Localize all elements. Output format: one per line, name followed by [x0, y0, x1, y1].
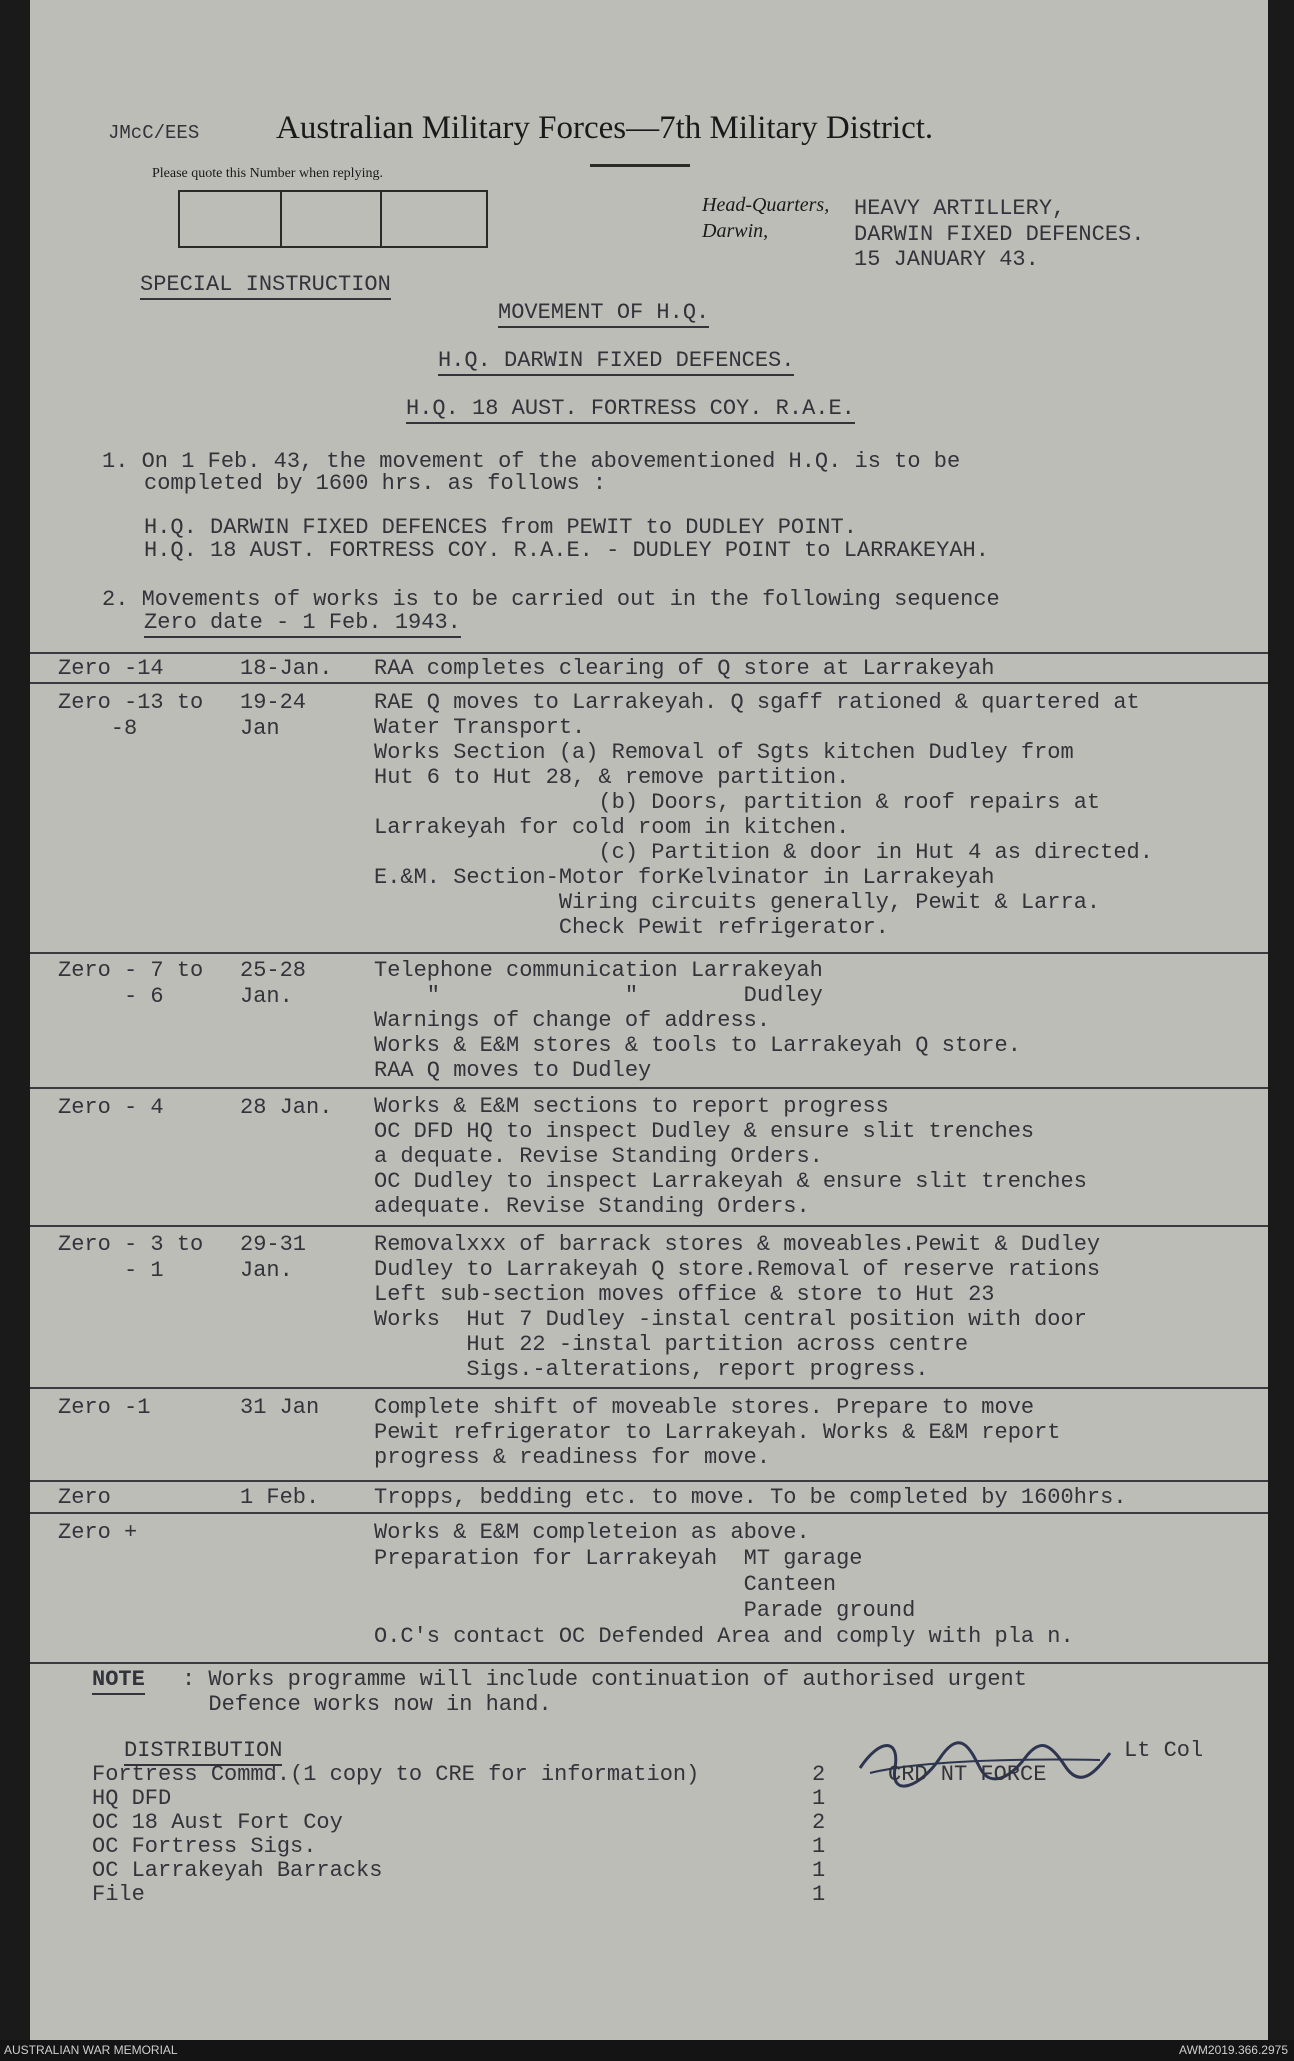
quote-note: Please quote this Number when replying.	[152, 166, 383, 181]
table-rule	[30, 1512, 1268, 1514]
distribution-recipient: OC Larrakeyah Barracks	[92, 1858, 383, 1883]
action-line: OC Dudley to inspect Larrakeyah & ensure slit trenches	[374, 1169, 1087, 1194]
action-line: RAA Q moves to Dudley	[374, 1058, 652, 1083]
distribution-heading: DISTRIBUTION	[124, 1738, 282, 1766]
zero-cell: - 1	[58, 1258, 164, 1283]
distribution-copies: 1	[812, 1858, 826, 1883]
hq-unit-line-1: HEAVY ARTILLERY,	[854, 196, 1066, 221]
distribution-recipient: HQ DFD	[92, 1786, 172, 1811]
zero-cell: Zero - 3 to	[58, 1232, 204, 1257]
action-line: adequate. Revise Standing Orders.	[374, 1194, 810, 1219]
distribution-recipient: OC Fortress Sigs.	[92, 1834, 317, 1859]
hq-location-label: Darwin,	[702, 220, 769, 242]
action-line: Complete shift of moveable stores. Prepare to move	[374, 1395, 1035, 1420]
date-cell: 31 Jan	[240, 1395, 320, 1420]
reference-box-divider	[380, 192, 382, 246]
document-page	[30, 0, 1268, 2040]
action-line: Hut 6 to Hut 28, & remove partition.	[374, 765, 850, 790]
date-cell: 18-Jan.	[240, 656, 333, 681]
action-line: O.C's contact OC Defended Area and comply with pla n.	[374, 1624, 1074, 1649]
zero-cell: Zero -14	[58, 656, 164, 681]
date-cell: 29-31	[240, 1232, 307, 1257]
action-line: Pewit refrigerator to Larrakeyah. Works & E&M report	[374, 1420, 1061, 1445]
table-rule	[30, 1087, 1268, 1089]
zero-cell: Zero -13 to	[58, 690, 204, 715]
table-rule	[30, 682, 1268, 684]
date-cell: 25-28	[240, 958, 307, 983]
zero-cell: - 6	[58, 984, 164, 1009]
letterhead-title: Australian Military Forces—7th Military District.	[276, 110, 934, 146]
distribution-copies: 1	[812, 1834, 826, 1859]
action-line: Tropps, bedding etc. to move. To be completed by 1600hrs.	[374, 1485, 1127, 1510]
special-instruction-label: SPECIAL INSTRUCTION	[140, 272, 391, 300]
distribution-recipient: File	[92, 1882, 145, 1907]
action-line: Works & E&M stores & tools to Larrakeyah Q store.	[374, 1033, 1021, 1058]
reference-code: JMcC/EES	[108, 122, 200, 144]
distribution-copies: 2	[812, 1810, 826, 1835]
date-cell: Jan.	[240, 1258, 293, 1283]
paragraph-1-line-1: 1. On 1 Feb. 43, the movement of the abovementioned H.Q. is to be	[102, 449, 961, 474]
date-cell: 19-24	[240, 690, 307, 715]
zero-date: Zero date - 1 Feb. 1943.	[144, 610, 461, 638]
action-line: E.&M. Section-Motor forKelvinator in Larrakeyah	[374, 865, 995, 890]
action-line: Works Hut 7 Dudley -instal central position with door	[374, 1307, 1087, 1332]
heading-hq-dfd: H.Q. DARWIN FIXED DEFENCES.	[438, 348, 794, 376]
action-line: (b) Doors, partition & roof repairs at	[374, 790, 1101, 815]
reference-box-divider	[280, 192, 282, 246]
signature-title: CRD NT FORCE	[888, 1762, 1047, 1787]
reference-number-box	[178, 190, 488, 248]
action-line: a dequate. Revise Standing Orders.	[374, 1144, 823, 1169]
date-cell: 1 Feb.	[240, 1485, 320, 1510]
table-rule	[30, 1662, 1268, 1664]
archive-name: AUSTRALIAN WAR MEMORIAL	[4, 2043, 178, 2057]
date-cell: 28 Jan.	[240, 1095, 333, 1120]
action-line: (c) Partition & door in Hut 4 as directed.	[374, 840, 1153, 865]
action-line: RAA completes clearing of Q store at Larrakeyah	[374, 656, 995, 681]
hq-label: Head-Quarters,	[702, 194, 830, 216]
action-line: Dudley to Larrakeyah Q store.Removal of reserve rations	[374, 1257, 1101, 1282]
paragraph-2-line-1: 2. Movements of works is to be carried out in the following sequence	[102, 587, 1000, 612]
distribution-copies: 1	[812, 1882, 826, 1907]
zero-cell: Zero - 7 to	[58, 958, 204, 983]
table-rule	[30, 1225, 1268, 1227]
action-line: Works Section (a) Removal of Sgts kitchen Dudley from	[374, 740, 1074, 765]
date-cell: Jan	[240, 716, 280, 741]
action-line: Check Pewit refrigerator.	[374, 915, 889, 940]
action-line: Works & E&M completeion as above.	[374, 1520, 810, 1545]
paragraph-1-line-3: H.Q. DARWIN FIXED DEFENCES from PEWIT to DUDLEY POINT.	[144, 515, 857, 540]
zero-cell: Zero	[58, 1485, 111, 1510]
paragraph-1-line-2: completed by 1600 hrs. as follows :	[144, 471, 607, 496]
action-line: Wiring circuits generally, Pewit & Larra.	[374, 890, 1101, 915]
table-rule	[30, 1387, 1268, 1389]
heading-hq-fortress: H.Q. 18 AUST. FORTRESS COY. R.A.E.	[406, 396, 855, 424]
action-line: Hut 22 -instal partition across centre	[374, 1332, 969, 1357]
action-line: RAE Q moves to Larrakeyah. Q sgaff rationed & quartered at	[374, 690, 1140, 715]
action-line: " " Dudley	[374, 983, 823, 1008]
table-rule	[30, 652, 1268, 654]
note-line-2: Defence works now in hand.	[182, 1692, 552, 1717]
table-rule	[30, 952, 1268, 954]
hq-unit-line-2: DARWIN FIXED DEFENCES.	[854, 222, 1145, 247]
action-line: progress & readiness for move.	[374, 1445, 771, 1470]
zero-cell: -8	[58, 716, 138, 741]
action-line: Water Transport.	[374, 715, 586, 740]
archive-footer	[0, 2040, 1294, 2061]
distribution-copies: 1	[812, 1786, 826, 1811]
table-rule	[30, 1480, 1268, 1482]
paragraph-1-line-4: H.Q. 18 AUST. FORTRESS COY. R.A.E. - DUDLEY POINT to LARRAKEYAH.	[144, 538, 989, 563]
action-line: OC DFD HQ to inspect Dudley & ensure slit trenches	[374, 1119, 1035, 1144]
action-line: Preparation for Larrakeyah MT garage	[374, 1546, 863, 1571]
action-line: Larrakeyah for cold room in kitchen.	[374, 815, 850, 840]
action-line: Telephone communication Larrakeyah	[374, 958, 823, 983]
distribution-recipient: Fortress Commd.(1 copy to CRE for information)	[92, 1762, 700, 1787]
document-date: 15 JANUARY 43.	[854, 247, 1039, 272]
action-line: Removalxxx of barrack stores & moveables.Pewit & Dudley	[374, 1232, 1101, 1257]
distribution-copies: 2	[812, 1762, 826, 1787]
action-line: Parade ground	[374, 1598, 916, 1623]
action-line: Left sub-section moves office & store to Hut 23	[374, 1282, 995, 1307]
action-line: Warnings of change of address.	[374, 1008, 771, 1033]
action-line: Works & E&M sections to report progress	[374, 1094, 889, 1119]
archive-accession-number: AWM2019.366.2975	[1179, 2043, 1288, 2057]
note-label: NOTE	[92, 1667, 145, 1695]
zero-cell: Zero +	[58, 1520, 138, 1545]
distribution-recipient: OC 18 Aust Fort Coy	[92, 1810, 343, 1835]
letterhead-rule	[590, 164, 690, 167]
heading-movement: MOVEMENT OF H.Q.	[498, 300, 709, 328]
signature-rank: Lt Col	[1124, 1738, 1204, 1763]
zero-cell: Zero -1	[58, 1395, 151, 1420]
action-line: Sigs.-alterations, report progress.	[374, 1357, 929, 1382]
date-cell: Jan.	[240, 984, 293, 1009]
note-line-1: : Works programme will include continuation of authorised urgent	[182, 1667, 1027, 1692]
zero-cell: Zero - 4	[58, 1095, 164, 1120]
action-line: Canteen	[374, 1572, 837, 1597]
